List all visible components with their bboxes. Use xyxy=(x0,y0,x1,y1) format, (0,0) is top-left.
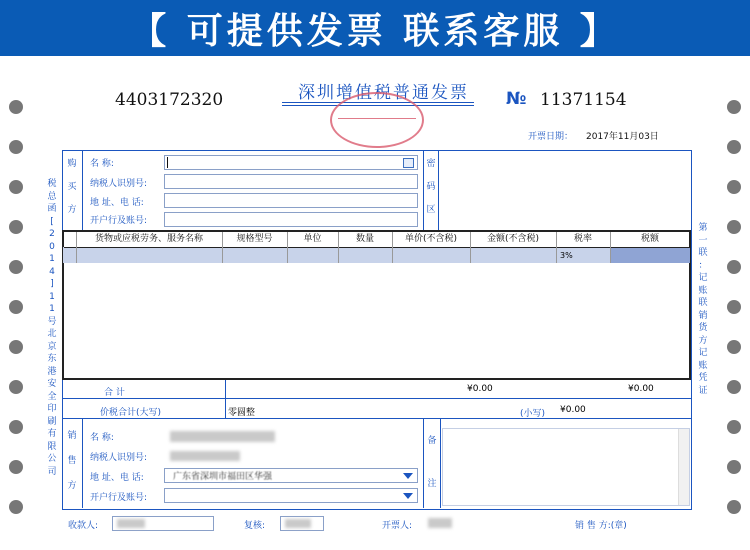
tax-amount-cell[interactable] xyxy=(610,248,690,263)
buyer-bank-input[interactable] xyxy=(164,212,418,227)
table-row[interactable] xyxy=(63,247,690,263)
buyer-name-input[interactable] xyxy=(164,155,418,170)
payee-label: 收款人: xyxy=(68,521,99,531)
remarks-scrollbar[interactable] xyxy=(678,429,689,505)
tax-seal xyxy=(330,92,424,148)
invoice-title: 深圳增值税普通发票 xyxy=(298,83,469,103)
col-goods-name: 货物或应税劳务、服务名称 xyxy=(94,234,203,244)
seller-address-label: 地 址、电 话: xyxy=(90,473,144,483)
seller-taxid-label: 纳税人识别号: xyxy=(90,453,148,463)
invoice-number: 11371154 xyxy=(540,90,627,110)
chevron-down-icon[interactable] xyxy=(403,473,413,479)
buyer-taxid-input[interactable] xyxy=(164,174,418,189)
seller-address-select[interactable] xyxy=(164,468,418,483)
seller-bank-select[interactable] xyxy=(164,488,418,503)
col-quantity: 数量 xyxy=(355,234,374,244)
reviewer-input[interactable] xyxy=(280,516,324,531)
small-label: (小写) xyxy=(520,409,546,419)
col-unit-price: 单价(不含税) xyxy=(404,234,458,244)
col-amount: 金额(不含税) xyxy=(486,234,540,244)
total-amount: ¥0.00 xyxy=(467,384,493,394)
issuer-redacted xyxy=(428,518,452,528)
cipher-label: 密 码 区 xyxy=(426,159,436,215)
seller-name-label: 名 称: xyxy=(90,433,114,443)
reviewer-label: 复核: xyxy=(244,521,266,531)
buyer-bank-label: 开户行及账号: xyxy=(90,216,148,226)
chevron-down-icon[interactable] xyxy=(403,493,413,499)
seller-side-label: 销 售 方 xyxy=(67,431,77,491)
seller-seal-label: 销 售 方:(章) xyxy=(575,521,627,531)
calculator-icon[interactable] xyxy=(403,158,414,168)
total-tax: ¥0.00 xyxy=(628,384,654,394)
remarks-textarea[interactable] xyxy=(442,428,690,506)
grand-total-label: 价税合计(大写) xyxy=(100,408,162,418)
seller-name-redacted xyxy=(170,431,275,442)
invoice-date: 2017年11月03日 xyxy=(586,132,659,142)
seller-taxid-redacted xyxy=(170,451,240,461)
date-label: 开票日期： xyxy=(528,132,574,142)
row-tax-rate: 3% xyxy=(560,251,573,260)
buyer-side-label: 购 买 方 xyxy=(67,159,77,215)
left-margin-text: 税 总 函 [ 2 0 1 4 ] 1 1 号 北 京 东 港 安 全 印 刷 有 限 公 司 xyxy=(47,179,57,477)
buyer-name-label: 名 称: xyxy=(90,159,114,169)
issuer-label: 开票人: xyxy=(382,521,413,531)
invoice-code: 4403172320 xyxy=(115,90,224,110)
right-margin-text: 第 一 联 ： 记 账 联 销 货 方 记 账 凭 证 xyxy=(698,223,708,396)
remarks-label: 备 注 xyxy=(427,436,437,489)
col-tax: 税额 xyxy=(640,234,659,244)
col-unit: 单位 xyxy=(303,234,322,244)
col-tax-rate: 税率 xyxy=(573,234,592,244)
buyer-address-label: 地 址、电 话: xyxy=(90,198,144,208)
seller-bank-label: 开户行及账号: xyxy=(90,493,148,503)
buyer-address-input[interactable] xyxy=(164,193,418,208)
banner: 【 可提供发票 联系客服 】 xyxy=(0,0,750,56)
small-amount: ¥0.00 xyxy=(560,405,586,415)
payee-input[interactable] xyxy=(112,516,214,531)
grand-total-words: 零圆整 xyxy=(228,408,256,418)
total-label: 合 计 xyxy=(104,388,125,398)
seller-address-value: 广东省深圳市福田区华强 xyxy=(173,472,273,482)
col-spec: 规格型号 xyxy=(236,234,273,244)
number-symbol: № xyxy=(506,89,527,109)
buyer-taxid-label: 纳税人识别号: xyxy=(90,179,148,189)
